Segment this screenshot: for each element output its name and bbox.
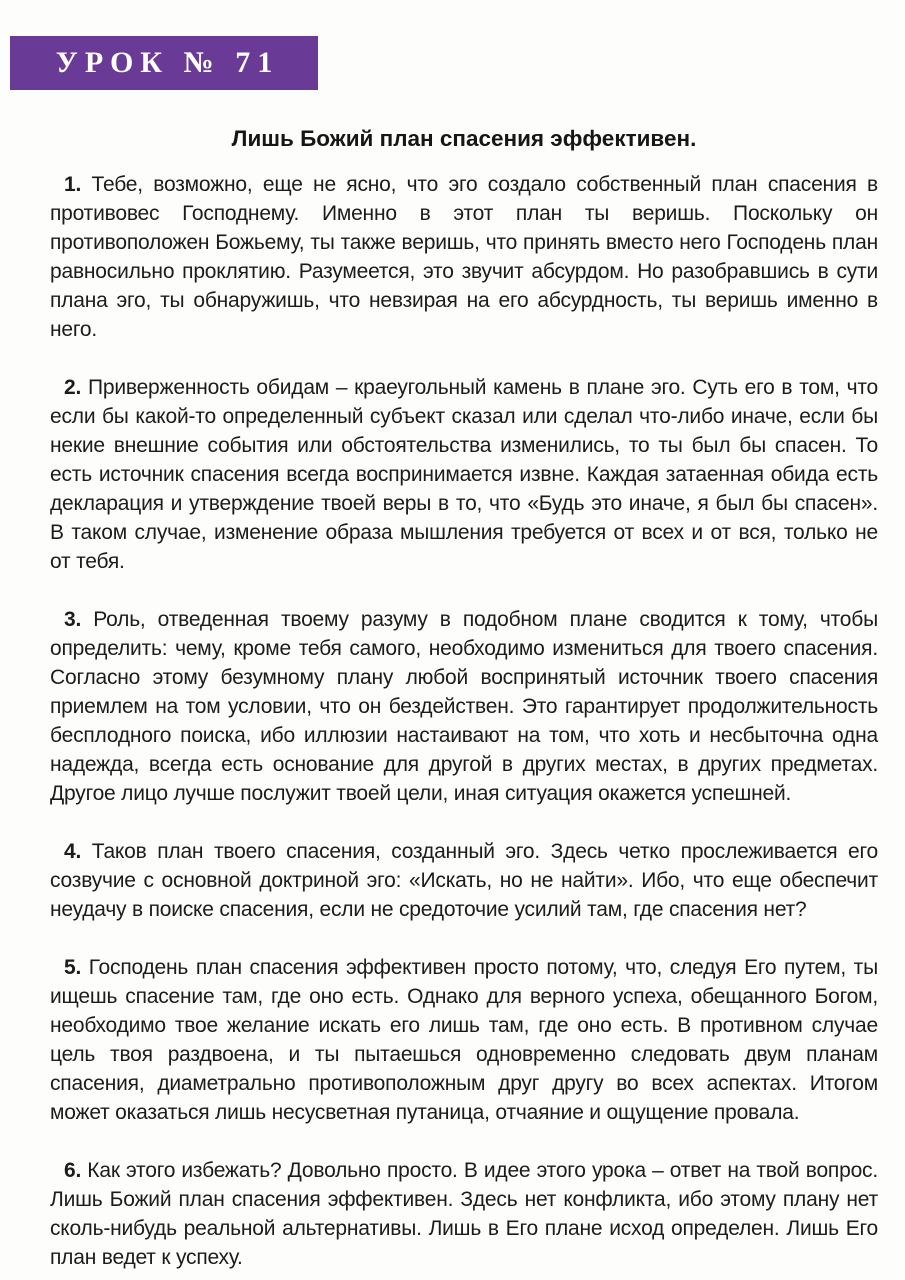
lesson-badge [10,36,318,90]
lesson-body-text [50,170,878,1280]
paragraph-number: 5. [64,956,82,979]
paragraph-number: 2. [64,376,82,399]
paragraph: 4. Таков план твоего спасения, созданный эго. Здесь четко прослеживается его созвучие с основной доктриной эго: «Искать, но не найти». Ибо, что еще обеспечит неудачу в поиске спасения, если не средоточие усилий там, где спасения нет? [50,840,878,921]
paragraph: 6. Как этого избежать? Довольно просто. В идее этого урока – ответ на твой вопрос. Лишь Божий план спасения эффективен. Здесь нет конфликта, ибо этому плану нет сколь-нибудь реальной альтернативы. Лишь в Его плане исход определен. Лишь Его план ведет к успеху. [50,1159,878,1269]
paragraph: 2. Приверженность обидам – краеугольный камень в плане эго. Суть его в том, что если бы какой-то определенный субъект сказал или сделал что-либо иначе, если бы некие внешние события или обстоятельства изменились, то ты был бы спасен. То есть источник спасения всегда воспринимается извне. Каждая затаенная обида есть декларация и утверждение твоей веры в то, что «Будь это иначе, я был бы спасен». В таком случае, изменение образа мышления требуется от всех и от вся, только не от тебя. [50,376,878,573]
paragraph: 5. Господень план спасения эффективен просто потому, что, следуя Его путем, ты ищешь спасение там, где оно есть. Однако для верного успеха, обещанного Богом, необходимо твое желание искать его лишь там, где оно есть. В противном случае цель твоя раздвоена, и ты пытаешься одновременно следовать двум планам спасения, диаметрально противоположным друг другу во всех аспектах. Итогом может оказаться лишь несусветная путаница, отчаяние и ощущение провала. [50,956,878,1124]
paragraph: 3. Роль, отведенная твоему разуму в подобном плане сводится к тому, чтобы определить: чему, кроме тебя самого, необходимо измениться для твоего спасения. Согласно этому безумному плану любой воспринятый источник твоего спасения приемлем на том условии, что он бездействен. Это гарантирует продолжительность бесплодного поиска, ибо иллюзии настаивают на том, что хоть и несбыточна одна надежда, всегда есть основание для другой в других местах, в других предметах. Другое лицо лучше послужит твоей цели, иная ситуация окажется успешней. [50,608,878,805]
page-title: Лишь Божий план спасения эффективен. [231,126,697,151]
paragraph-number: 6. [64,1159,82,1182]
lesson-badge-label: УРОК № 71 [55,46,280,79]
paragraph: 1. Тебе, возможно, еще не ясно, что эго создало собственный план спасения в противовес Господнему. Именно в этот план ты веришь. Поскольку он противоположен Божьему, ты также веришь, что принять вместо него Господень план равносильно проклятию. Разумеется, это звучит абсурдом. Но разобравшись в сути плана эго, ты обнаружишь, что невзирая на его абсурдность, ты веришь именно в него. [50,173,878,341]
paragraph-number: 3. [64,608,82,631]
paragraph-number: 4. [64,840,82,863]
paragraph-number: 1. [64,173,82,196]
